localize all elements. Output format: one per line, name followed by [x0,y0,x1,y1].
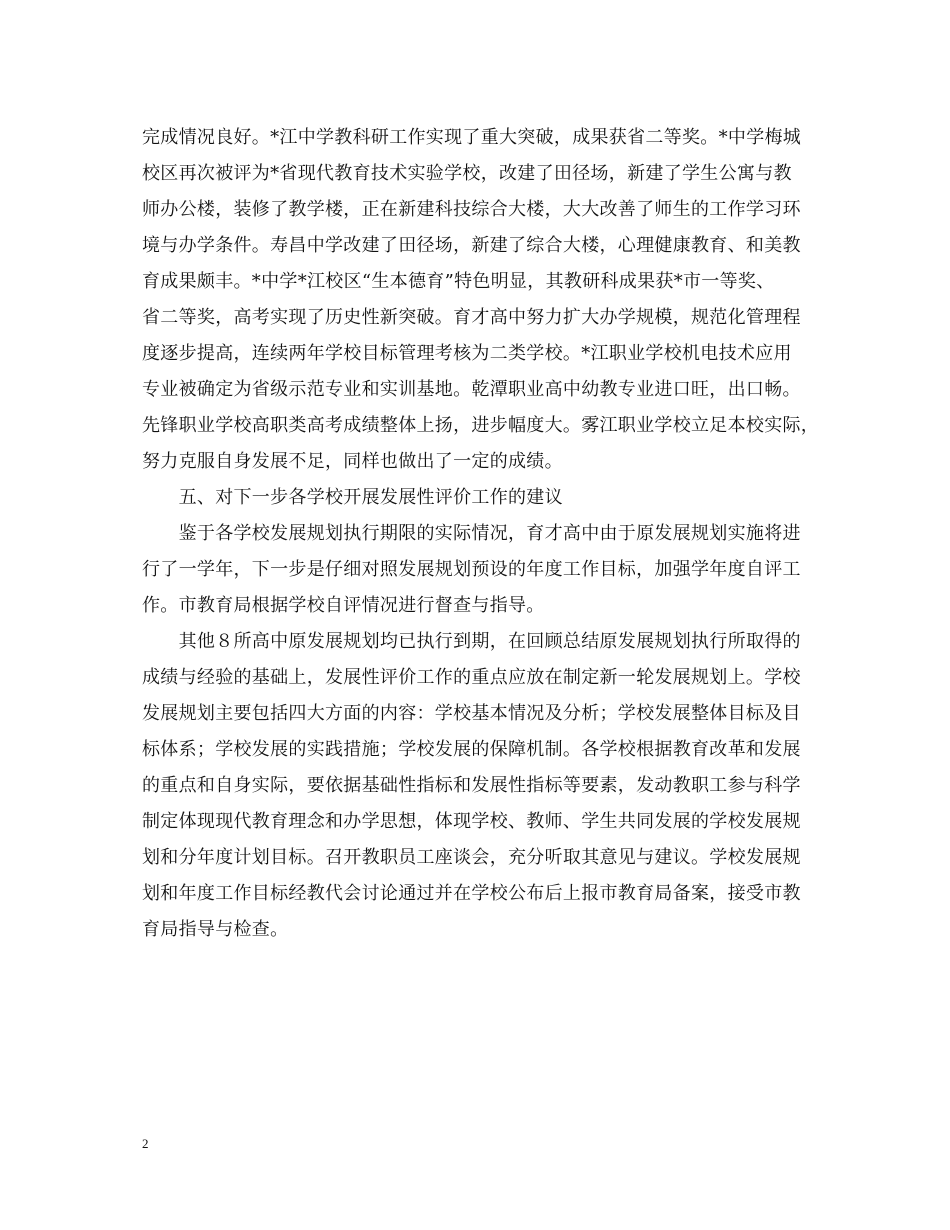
text-line: 的重点和自身实际，要依据基础性指标和发展性指标等要素，发动教职工参与科学 [142,775,801,796]
text-line: 成绩与经验的基础上，发展性评价工作的重点应放在制定新一轮发展规划上。学校 [142,667,801,688]
text-line: 省二等奖，高考实现了历史性新突破。育才高中努力扩大办学规模，规范化管理程 [142,307,801,328]
text-line: 发展规划主要包括四大方面的内容：学校基本情况及分析；学校发展整体目标及目 [142,703,801,724]
text-line: 校区再次被评为*省现代教育技术实验学校，改建了田径场，新建了学生公寓与教 [142,163,792,184]
text-line: 师办公楼，装修了教学楼，正在新建科技综合大楼，大大改善了师生的工作学习环 [142,199,801,220]
section-heading: 五、对下一步各学校开展发展性评价工作的建议 [142,487,563,508]
text-line: 专业被确定为省级示范专业和实训基地。乾潭职业高中幼教专业进口旺，出口畅。 [142,379,801,400]
text-line: 境与办学条件。寿昌中学改建了田径场，新建了综合大楼，心理健康教育、和美教 [142,235,801,256]
text-line: 先锋职业学校高职类高考成绩整体上扬，进步幅度大。雾江职业学校立足本校实际， [142,415,820,436]
text-line: 完成情况良好。*江中学教科研工作实现了重大突破，成果获省二等奖。*中学梅城 [142,127,802,148]
body-text [142,120,832,948]
text-line: 育成果颇丰。*中学*江校区“生本德育”特色明显，其教研科成果获*市一等奖、 [142,271,775,292]
text-line: 标体系；学校发展的实践措施；学校发展的保障机制。各学校根据教育改革和发展 [142,739,801,760]
text-line: 度逐步提高，连续两年学校目标管理考核为二类学校。*江职业学校机电技术应用 [142,343,792,364]
text-line: 努力克服自身发展不足，同样也做出了一定的成绩。 [142,451,563,472]
text-line: 育局指导与检查。 [142,919,289,940]
text-line: 其他８所高中原发展规划均已执行到期，在回顾总结原发展规划执行所取得的 [142,631,801,652]
page-number: 2 [142,1136,149,1151]
text-line: 作。市教育局根据学校自评情况进行督查与指导。 [142,595,545,616]
text-line: 行了一学年，下一步是仔细对照发展规划预设的年度工作目标，加强学年度自评工 [142,559,801,580]
text-line: 制定体现现代教育理念和办学思想，体现学校、教师、学生共同发展的学校发展规 [142,811,801,832]
text-line: 划和年度工作目标经教代会讨论通过并在学校公布后上报市教育局备案，接受市教 [142,883,801,904]
text-line: 划和分年度计划目标。召开教职员工座谈会，充分听取其意见与建议。学校发展规 [142,847,801,868]
text-line: 鉴于各学校发展规划执行期限的实际情况，育才高中由于原发展规划实施将进 [142,523,801,544]
